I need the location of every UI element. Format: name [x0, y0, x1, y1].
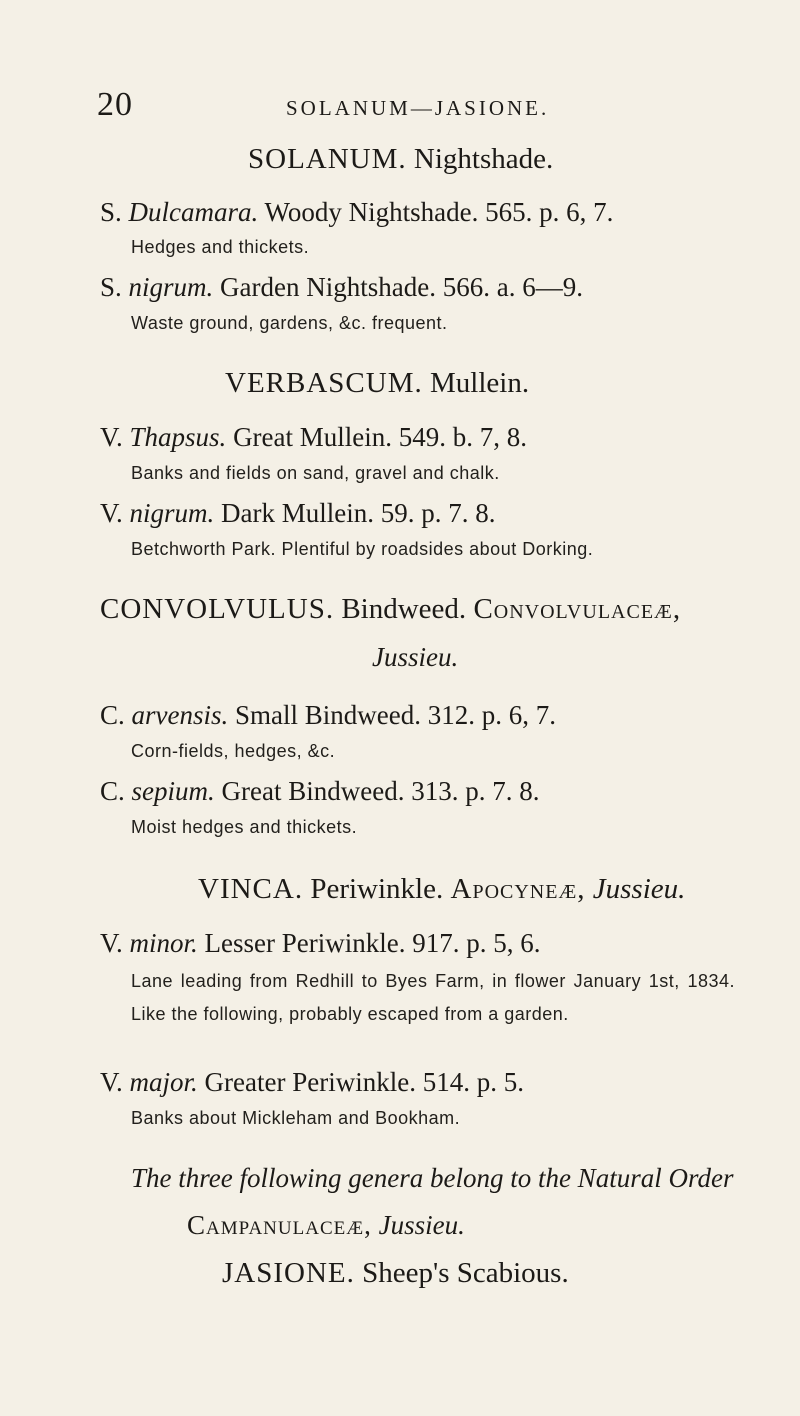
- species-details: Woody Nightshade. 565. p. 6, 7.: [264, 197, 614, 227]
- species-details: Great Bindweed. 313. p. 7. 8.: [221, 776, 540, 806]
- natural-order-family-line: [187, 1210, 465, 1241]
- genus-heading-vinca: [198, 873, 685, 906]
- species-latin: nigrum.: [129, 498, 215, 528]
- family-name: Apocyneæ,: [450, 873, 586, 905]
- genus-heading-verbascum: [225, 367, 529, 400]
- species-details: Lesser Periwinkle. 917. p. 5, 6.: [204, 928, 541, 958]
- species-details: Greater Periwinkle. 514. p. 5.: [204, 1067, 524, 1097]
- family-name: Campanulaceæ,: [187, 1210, 372, 1240]
- species-entry: [100, 272, 583, 303]
- species-habitat: Banks about Mickleham and Bookham.: [131, 1108, 461, 1128]
- genus-heading-jasione: [222, 1257, 569, 1290]
- species-habitat: Waste ground, gardens, &c. frequent.: [131, 313, 448, 333]
- species-abbr: S.: [100, 197, 122, 227]
- species-entry: [100, 498, 496, 529]
- species-abbr: S.: [100, 272, 122, 302]
- species-habitat: Lane leading from Redhill to Byes Farm, in flower January 1st, 1834. Like the following, probably escaped from a garden.: [131, 971, 735, 1024]
- species-habitat: Hedges and thickets.: [131, 237, 310, 257]
- natural-order-note: The three following genera belong to the Natural Order: [131, 1163, 734, 1193]
- species-abbr: V.: [100, 928, 123, 958]
- species-habitat: Moist hedges and thickets.: [131, 817, 358, 837]
- family-name: Convolvulaceæ,: [473, 593, 682, 625]
- genus-name: SOLANUM.: [248, 143, 407, 175]
- species-latin: minor.: [129, 928, 198, 958]
- species-entry: [100, 928, 541, 959]
- page-number: 20: [97, 86, 133, 123]
- species-abbr: V.: [100, 422, 123, 452]
- species-latin: arvensis.: [131, 700, 229, 730]
- genus-common-name: Sheep's Scabious.: [362, 1257, 569, 1289]
- genus-name: VERBASCUM.: [225, 367, 423, 399]
- genus-common-name: Periwinkle.: [310, 873, 444, 905]
- genus-name: JASIONE.: [222, 1257, 355, 1289]
- genus-name: CONVOLVULUS.: [100, 593, 335, 625]
- genus-common-name: Nightshade.: [413, 143, 554, 175]
- genus-heading-solanum: [248, 143, 553, 176]
- species-entry: [100, 422, 527, 453]
- species-latin: major.: [129, 1067, 198, 1097]
- species-habitat: Banks and fields on sand, gravel and chalk.: [131, 463, 500, 483]
- family-authority: Jussieu.: [378, 1210, 465, 1240]
- species-entry: [100, 1067, 524, 1098]
- genus-common-name: Mullein.: [430, 367, 530, 399]
- species-habitat: Betchworth Park. Plentiful by roadsides about Dorking.: [131, 539, 594, 559]
- species-entry: [100, 197, 613, 228]
- species-latin: nigrum.: [128, 272, 214, 302]
- species-abbr: C.: [100, 700, 125, 730]
- species-entry: [100, 776, 539, 807]
- family-authority-line: [372, 642, 458, 673]
- species-latin: sepium.: [131, 776, 215, 806]
- species-abbr: C.: [100, 776, 125, 806]
- species-latin: Thapsus.: [129, 422, 227, 452]
- species-entry: [100, 700, 556, 731]
- species-habitat: Corn-fields, hedges, &c.: [131, 741, 336, 761]
- species-latin: Dulcamara.: [128, 197, 259, 227]
- species-details: Dark Mullein. 59. p. 7. 8.: [221, 498, 496, 528]
- species-abbr: V.: [100, 498, 123, 528]
- family-authority: Jussieu.: [592, 873, 686, 905]
- species-details: Great Mullein. 549. b. 7, 8.: [233, 422, 528, 452]
- genus-name: VINCA.: [198, 873, 304, 905]
- genus-common-name: Bindweed.: [341, 593, 467, 625]
- running-title: SOLANUM—JASIONE.: [286, 96, 550, 120]
- page-header: [0, 86, 800, 126]
- species-details: Small Bindweed. 312. p. 6, 7.: [235, 700, 556, 730]
- species-details: Garden Nightshade. 566. a. 6—9.: [220, 272, 583, 302]
- family-authority: Jussieu.: [372, 642, 459, 672]
- genus-heading-convolvulus: [100, 593, 681, 626]
- species-abbr: V.: [100, 1067, 123, 1097]
